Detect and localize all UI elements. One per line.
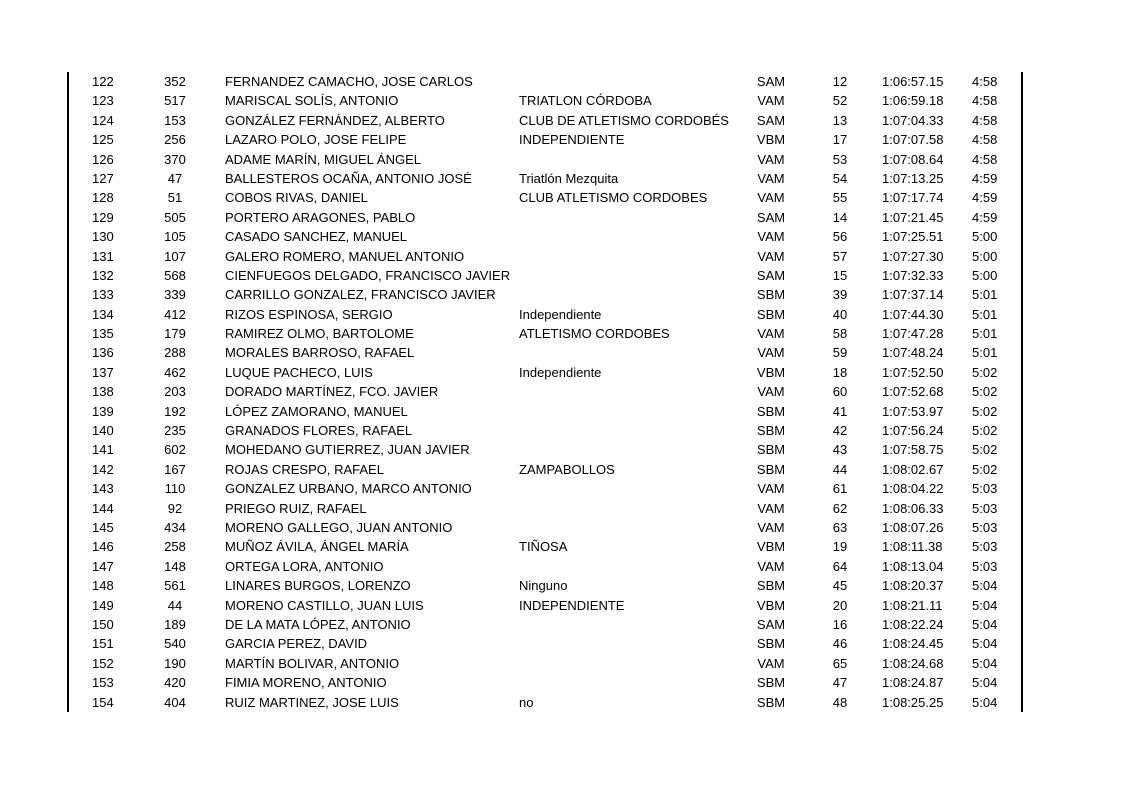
table-row [68, 343, 1021, 362]
runner-name-cell: FIMIA MORENO, ANTONIO [225, 675, 387, 691]
position-cell: 128 [92, 190, 114, 206]
finish-time-cell: 1:08:13.04 [882, 558, 944, 574]
table-row [68, 615, 1021, 634]
finish-time-cell: 1:07:04.33 [882, 112, 944, 128]
pace-cell: 5:00 [972, 267, 998, 283]
finish-time-cell: 1:08:24.68 [882, 655, 944, 671]
table-row [68, 693, 1021, 712]
position-cell: 126 [92, 151, 114, 167]
category-position-cell: 40 [832, 306, 848, 322]
pace-cell: 4:58 [972, 132, 998, 148]
position-cell: 153 [92, 675, 114, 691]
table-row [68, 247, 1021, 266]
finish-time-cell: 1:07:08.64 [882, 151, 944, 167]
category-cell: SBM [756, 675, 786, 691]
bib-number-cell: 412 [164, 306, 186, 322]
runner-name-cell: CASADO SANCHEZ, MANUEL [225, 229, 408, 245]
category-position-cell: 12 [832, 74, 848, 89]
position-cell: 124 [92, 112, 114, 128]
table-row [68, 208, 1021, 227]
bib-number-cell: 92 [167, 500, 183, 516]
finish-time-cell: 1:07:17.74 [882, 190, 944, 206]
pace-cell: 5:02 [972, 384, 998, 400]
bib-number-cell: 189 [164, 616, 186, 632]
table-row [68, 227, 1021, 246]
category-cell: VAM [757, 93, 785, 109]
runner-name-cell: COBOS RIVAS, DANIEL [225, 190, 368, 206]
category-position-cell: 57 [832, 248, 848, 264]
category-cell: SBM [756, 578, 786, 594]
category-position-cell: 61 [832, 481, 848, 497]
table-row [68, 634, 1021, 653]
finish-time-cell: 1:07:37.14 [882, 287, 944, 303]
club-cell: Ninguno [519, 578, 568, 594]
table-row [68, 305, 1021, 324]
finish-time-cell: 1:08:25.25 [882, 694, 944, 710]
category-cell: VAM [757, 558, 785, 574]
bib-number-cell: 339 [164, 287, 186, 303]
pace-cell: 5:01 [972, 326, 998, 342]
category-cell: VAM [757, 170, 785, 186]
club-cell: INDEPENDIENTE [519, 132, 625, 148]
table-row [68, 324, 1021, 343]
finish-time-cell: 1:07:25.51 [882, 229, 944, 245]
runner-name-cell: LINARES BURGOS, LORENZO [225, 578, 411, 594]
club-cell: TIÑOSA [519, 539, 568, 555]
table-row [68, 169, 1021, 188]
runner-name-cell: PRIEGO RUIZ, RAFAEL [225, 500, 367, 516]
category-position-cell: 65 [832, 655, 848, 671]
pace-cell: 4:58 [972, 112, 998, 128]
category-position-cell: 63 [832, 519, 848, 535]
finish-time-cell: 1:08:22.24 [882, 616, 944, 632]
results-table [68, 72, 1021, 712]
pace-cell: 4:59 [972, 170, 998, 186]
bib-number-cell: 153 [164, 112, 186, 128]
finish-time-cell: 1:08:07.26 [882, 519, 944, 535]
position-cell: 122 [92, 74, 114, 89]
bib-number-cell: 602 [164, 442, 186, 458]
club-cell: Triatlón Mezquita [519, 170, 619, 186]
club-cell: CLUB DE ATLETISMO CORDOBÉS [519, 112, 729, 128]
club-cell: no [519, 694, 534, 710]
category-cell: VAM [757, 655, 785, 671]
bib-number-cell: 352 [164, 74, 186, 89]
position-cell: 141 [92, 442, 114, 458]
runner-name-cell: GARCIA PEREZ, DAVID [225, 636, 368, 652]
category-position-cell: 13 [832, 112, 848, 128]
bib-number-cell: 256 [164, 132, 186, 148]
category-position-cell: 45 [832, 578, 848, 594]
runner-name-cell: MOHEDANO GUTIERREZ, JUAN JAVIER [225, 442, 470, 458]
table-row [68, 150, 1021, 169]
bib-number-cell: 105 [164, 229, 186, 245]
pace-cell: 5:01 [972, 287, 998, 303]
pace-cell: 5:02 [972, 442, 998, 458]
category-cell: VAM [757, 229, 785, 245]
category-cell: VBM [756, 364, 786, 380]
pace-cell: 5:04 [972, 597, 998, 613]
finish-time-cell: 1:07:47.28 [882, 326, 944, 342]
category-position-cell: 56 [832, 229, 848, 245]
bib-number-cell: 420 [164, 675, 186, 691]
pace-cell: 5:02 [972, 403, 998, 419]
position-cell: 143 [92, 481, 114, 497]
table-row [68, 188, 1021, 207]
category-position-cell: 53 [832, 151, 848, 167]
category-position-cell: 14 [832, 209, 848, 225]
finish-time-cell: 1:07:07.58 [882, 132, 944, 148]
category-position-cell: 55 [832, 190, 848, 206]
position-cell: 129 [92, 209, 114, 225]
category-position-cell: 58 [832, 326, 848, 342]
table-row [68, 72, 1021, 91]
position-cell: 144 [92, 500, 114, 516]
position-cell: 125 [92, 132, 114, 148]
position-cell: 136 [92, 345, 114, 361]
pace-cell: 5:03 [972, 558, 998, 574]
table-row [68, 576, 1021, 595]
category-position-cell: 52 [832, 93, 848, 109]
bib-number-cell: 517 [164, 93, 186, 109]
category-cell: VBM [756, 597, 786, 613]
bib-number-cell: 258 [164, 539, 186, 555]
bib-number-cell: 505 [164, 209, 186, 225]
category-cell: VAM [757, 345, 785, 361]
runner-name-cell: RIZOS ESPINOSA, SERGIO [225, 306, 393, 322]
table-row [68, 111, 1021, 130]
pace-cell: 5:04 [972, 675, 998, 691]
pace-cell: 4:58 [972, 74, 998, 89]
bib-number-cell: 192 [164, 403, 186, 419]
finish-time-cell: 1:07:56.24 [882, 423, 944, 439]
table-row [68, 130, 1021, 149]
pace-cell: 5:03 [972, 481, 998, 497]
finish-time-cell: 1:08:02.67 [882, 461, 944, 477]
finish-time-cell: 1:08:21.11 [882, 597, 943, 613]
position-cell: 138 [92, 384, 114, 400]
bib-number-cell: 404 [164, 694, 186, 710]
finish-time-cell: 1:07:52.50 [882, 364, 944, 380]
table-row [68, 421, 1021, 440]
position-cell: 148 [92, 578, 114, 594]
position-cell: 139 [92, 403, 114, 419]
finish-time-cell: 1:08:20.37 [882, 578, 944, 594]
bib-number-cell: 561 [164, 578, 186, 594]
runner-name-cell: RAMIREZ OLMO, BARTOLOME [225, 326, 414, 342]
finish-time-cell: 1:07:13.25 [882, 170, 944, 186]
category-cell: SBM [756, 461, 786, 477]
runner-name-cell: BALLESTEROS OCAÑA, ANTONIO JOSÉ [225, 170, 472, 186]
bib-number-cell: 44 [167, 597, 183, 613]
pace-cell: 5:01 [972, 345, 998, 361]
category-position-cell: 62 [832, 500, 848, 516]
club-cell: TRIATLON CÓRDOBA [519, 93, 652, 109]
position-cell: 140 [92, 423, 114, 439]
category-position-cell: 42 [832, 423, 848, 439]
position-cell: 130 [92, 229, 114, 245]
position-cell: 135 [92, 326, 114, 342]
right-border-rule [1021, 72, 1023, 712]
pace-cell: 4:58 [972, 151, 998, 167]
category-cell: SAM [756, 209, 786, 225]
runner-name-cell: GONZÁLEZ FERNÁNDEZ, ALBERTO [225, 112, 445, 128]
category-cell: SBM [756, 442, 786, 458]
runner-name-cell: MUÑOZ ÁVILA, ÁNGEL MARÍA [225, 539, 409, 555]
runner-name-cell: MARISCAL SOLÍS, ANTONIO [225, 93, 399, 109]
bib-number-cell: 51 [167, 190, 183, 206]
club-cell: ATLETISMO CORDOBES [519, 326, 670, 342]
runner-name-cell: MARTÍN BOLIVAR, ANTONIO [225, 655, 400, 671]
table-row [68, 479, 1021, 498]
pace-cell: 5:04 [972, 655, 998, 671]
table-row [68, 285, 1021, 304]
category-position-cell: 64 [832, 558, 848, 574]
position-cell: 127 [92, 170, 114, 186]
bib-number-cell: 179 [164, 326, 186, 342]
runner-name-cell: FERNANDEZ CAMACHO, JOSE CARLOS [225, 74, 473, 89]
category-cell: VAM [757, 326, 785, 342]
bib-number-cell: 370 [164, 151, 186, 167]
runner-name-cell: ADAME MARÍN, MIGUEL ÁNGEL [225, 151, 421, 167]
position-cell: 123 [92, 93, 114, 109]
bib-number-cell: 568 [164, 267, 186, 283]
runner-name-cell: ORTEGA LORA, ANTONIO [225, 558, 384, 574]
table-row [68, 440, 1021, 459]
table-row [68, 460, 1021, 479]
club-cell: Independiente [519, 306, 602, 322]
table-row [68, 654, 1021, 673]
table-row [68, 402, 1021, 421]
category-cell: VBM [756, 132, 786, 148]
finish-time-cell: 1:07:58.75 [882, 442, 944, 458]
position-cell: 154 [92, 694, 114, 710]
runner-name-cell: GRANADOS FLORES, RAFAEL [225, 423, 413, 439]
category-position-cell: 43 [832, 442, 848, 458]
category-cell: VAM [757, 151, 785, 167]
bib-number-cell: 235 [164, 423, 186, 439]
runner-name-cell: MORENO CASTILLO, JUAN LUIS [225, 597, 424, 613]
category-position-cell: 48 [832, 694, 848, 710]
runner-name-cell: LAZARO POLO, JOSE FELIPE [225, 132, 407, 148]
pace-cell: 5:00 [972, 248, 998, 264]
table-row [68, 91, 1021, 110]
finish-time-cell: 1:07:52.68 [882, 384, 944, 400]
finish-time-cell: 1:06:57.15 [882, 74, 944, 89]
category-position-cell: 39 [832, 287, 848, 303]
category-cell: SBM [756, 636, 786, 652]
category-cell: VAM [757, 500, 785, 516]
category-cell: VAM [757, 248, 785, 264]
category-cell: VBM [756, 539, 786, 555]
pace-cell: 5:04 [972, 636, 998, 652]
finish-time-cell: 1:07:32.33 [882, 267, 944, 283]
club-cell: Independiente [519, 364, 602, 380]
pace-cell: 5:04 [972, 578, 998, 594]
bib-number-cell: 288 [164, 345, 186, 361]
runner-name-cell: PORTERO ARAGONES, PABLO [225, 209, 416, 225]
table-row [68, 596, 1021, 615]
pace-cell: 5:02 [972, 364, 998, 380]
runner-name-cell: DORADO MARTÍNEZ, FCO. JAVIER [225, 384, 439, 400]
club-cell: CLUB ATLETISMO CORDOBES [519, 190, 708, 206]
table-row [68, 499, 1021, 518]
table-row [68, 363, 1021, 382]
table-row [68, 266, 1021, 285]
bib-number-cell: 148 [164, 558, 186, 574]
category-cell: VAM [757, 190, 785, 206]
runner-name-cell: DE LA MATA LÓPEZ, ANTONIO [225, 616, 411, 632]
pace-cell: 4:58 [972, 93, 998, 109]
bib-number-cell: 434 [164, 519, 186, 535]
position-cell: 151 [92, 636, 114, 652]
finish-time-cell: 1:07:53.97 [882, 403, 944, 419]
pace-cell: 4:59 [972, 209, 998, 225]
bib-number-cell: 203 [164, 384, 186, 400]
pace-cell: 5:03 [972, 539, 998, 555]
table-row [68, 557, 1021, 576]
category-cell: SAM [756, 616, 786, 632]
finish-time-cell: 1:08:11.38 [882, 539, 943, 555]
runner-name-cell: GALERO ROMERO, MANUEL ANTONIO [225, 248, 465, 264]
runner-name-cell: LUQUE PACHECO, LUIS [225, 364, 373, 380]
finish-time-cell: 1:08:06.33 [882, 500, 944, 516]
table-row [68, 518, 1021, 537]
category-position-cell: 59 [832, 345, 848, 361]
bib-number-cell: 107 [164, 248, 186, 264]
position-cell: 146 [92, 539, 114, 555]
category-cell: SBM [756, 306, 786, 322]
runner-name-cell: MORENO GALLEGO, JUAN ANTONIO [225, 519, 453, 535]
position-cell: 152 [92, 655, 114, 671]
position-cell: 134 [92, 306, 114, 322]
table-row [68, 382, 1021, 401]
finish-time-cell: 1:08:04.22 [882, 481, 944, 497]
category-cell: SBM [756, 287, 786, 303]
pace-cell: 5:01 [972, 306, 998, 322]
bib-number-cell: 47 [167, 170, 183, 186]
category-cell: SAM [756, 74, 786, 89]
category-cell: VAM [757, 384, 785, 400]
finish-time-cell: 1:08:24.45 [882, 636, 944, 652]
runner-name-cell: CARRILLO GONZALEZ, FRANCISCO JAVIER [225, 287, 496, 303]
runner-name-cell: MORALES BARROSO, RAFAEL [225, 345, 415, 361]
pace-cell: 5:04 [972, 694, 998, 710]
category-position-cell: 18 [832, 364, 848, 380]
category-position-cell: 20 [832, 597, 848, 613]
position-cell: 142 [92, 461, 114, 477]
category-position-cell: 46 [832, 636, 848, 652]
position-cell: 149 [92, 597, 114, 613]
category-position-cell: 41 [832, 403, 848, 419]
finish-time-cell: 1:07:44.30 [882, 306, 944, 322]
position-cell: 147 [92, 558, 114, 574]
runner-name-cell: RUIZ MARTINEZ, JOSE LUIS [225, 694, 399, 710]
pace-cell: 4:59 [972, 190, 998, 206]
pace-cell: 5:02 [972, 461, 998, 477]
bib-number-cell: 110 [164, 481, 186, 497]
pace-cell: 5:04 [972, 616, 998, 632]
pace-cell: 5:03 [972, 519, 998, 535]
bib-number-cell: 190 [164, 655, 186, 671]
position-cell: 131 [92, 248, 114, 264]
position-cell: 133 [92, 287, 114, 303]
category-cell: VAM [757, 481, 785, 497]
position-cell: 137 [92, 364, 114, 380]
pace-cell: 5:03 [972, 500, 998, 516]
bib-number-cell: 540 [164, 636, 186, 652]
category-position-cell: 60 [832, 384, 848, 400]
position-cell: 145 [92, 519, 114, 535]
pace-cell: 5:00 [972, 229, 998, 245]
finish-time-cell: 1:07:48.24 [882, 345, 944, 361]
finish-time-cell: 1:08:24.87 [882, 675, 944, 691]
finish-time-cell: 1:07:21.45 [882, 209, 944, 225]
club-cell: ZAMPABOLLOS [519, 461, 615, 477]
bib-number-cell: 167 [164, 461, 186, 477]
category-cell: SBM [756, 403, 786, 419]
category-position-cell: 16 [832, 616, 848, 632]
runner-name-cell: ROJAS CRESPO, RAFAEL [225, 461, 384, 477]
category-cell: SBM [756, 694, 786, 710]
bib-number-cell: 462 [164, 364, 186, 380]
finish-time-cell: 1:06:59.18 [882, 93, 944, 109]
category-position-cell: 44 [832, 461, 848, 477]
category-cell: VAM [757, 519, 785, 535]
category-cell: SAM [756, 112, 786, 128]
finish-time-cell: 1:07:27.30 [882, 248, 944, 264]
category-position-cell: 17 [832, 132, 848, 148]
pace-cell: 5:02 [972, 423, 998, 439]
category-cell: SBM [756, 423, 786, 439]
table-row [68, 537, 1021, 556]
runner-name-cell: GONZALEZ URBANO, MARCO ANTONIO [225, 481, 472, 497]
category-position-cell: 15 [832, 267, 848, 283]
runner-name-cell: CIENFUEGOS DELGADO, FRANCISCO JAVIER [225, 267, 511, 283]
club-cell: INDEPENDIENTE [519, 597, 625, 613]
category-cell: SAM [756, 267, 786, 283]
category-position-cell: 19 [832, 539, 848, 555]
position-cell: 150 [92, 616, 114, 632]
runner-name-cell: LÓPEZ ZAMORANO, MANUEL [225, 403, 408, 419]
position-cell: 132 [92, 267, 114, 283]
category-position-cell: 47 [832, 675, 848, 691]
table-row [68, 673, 1021, 692]
category-position-cell: 54 [832, 170, 848, 186]
